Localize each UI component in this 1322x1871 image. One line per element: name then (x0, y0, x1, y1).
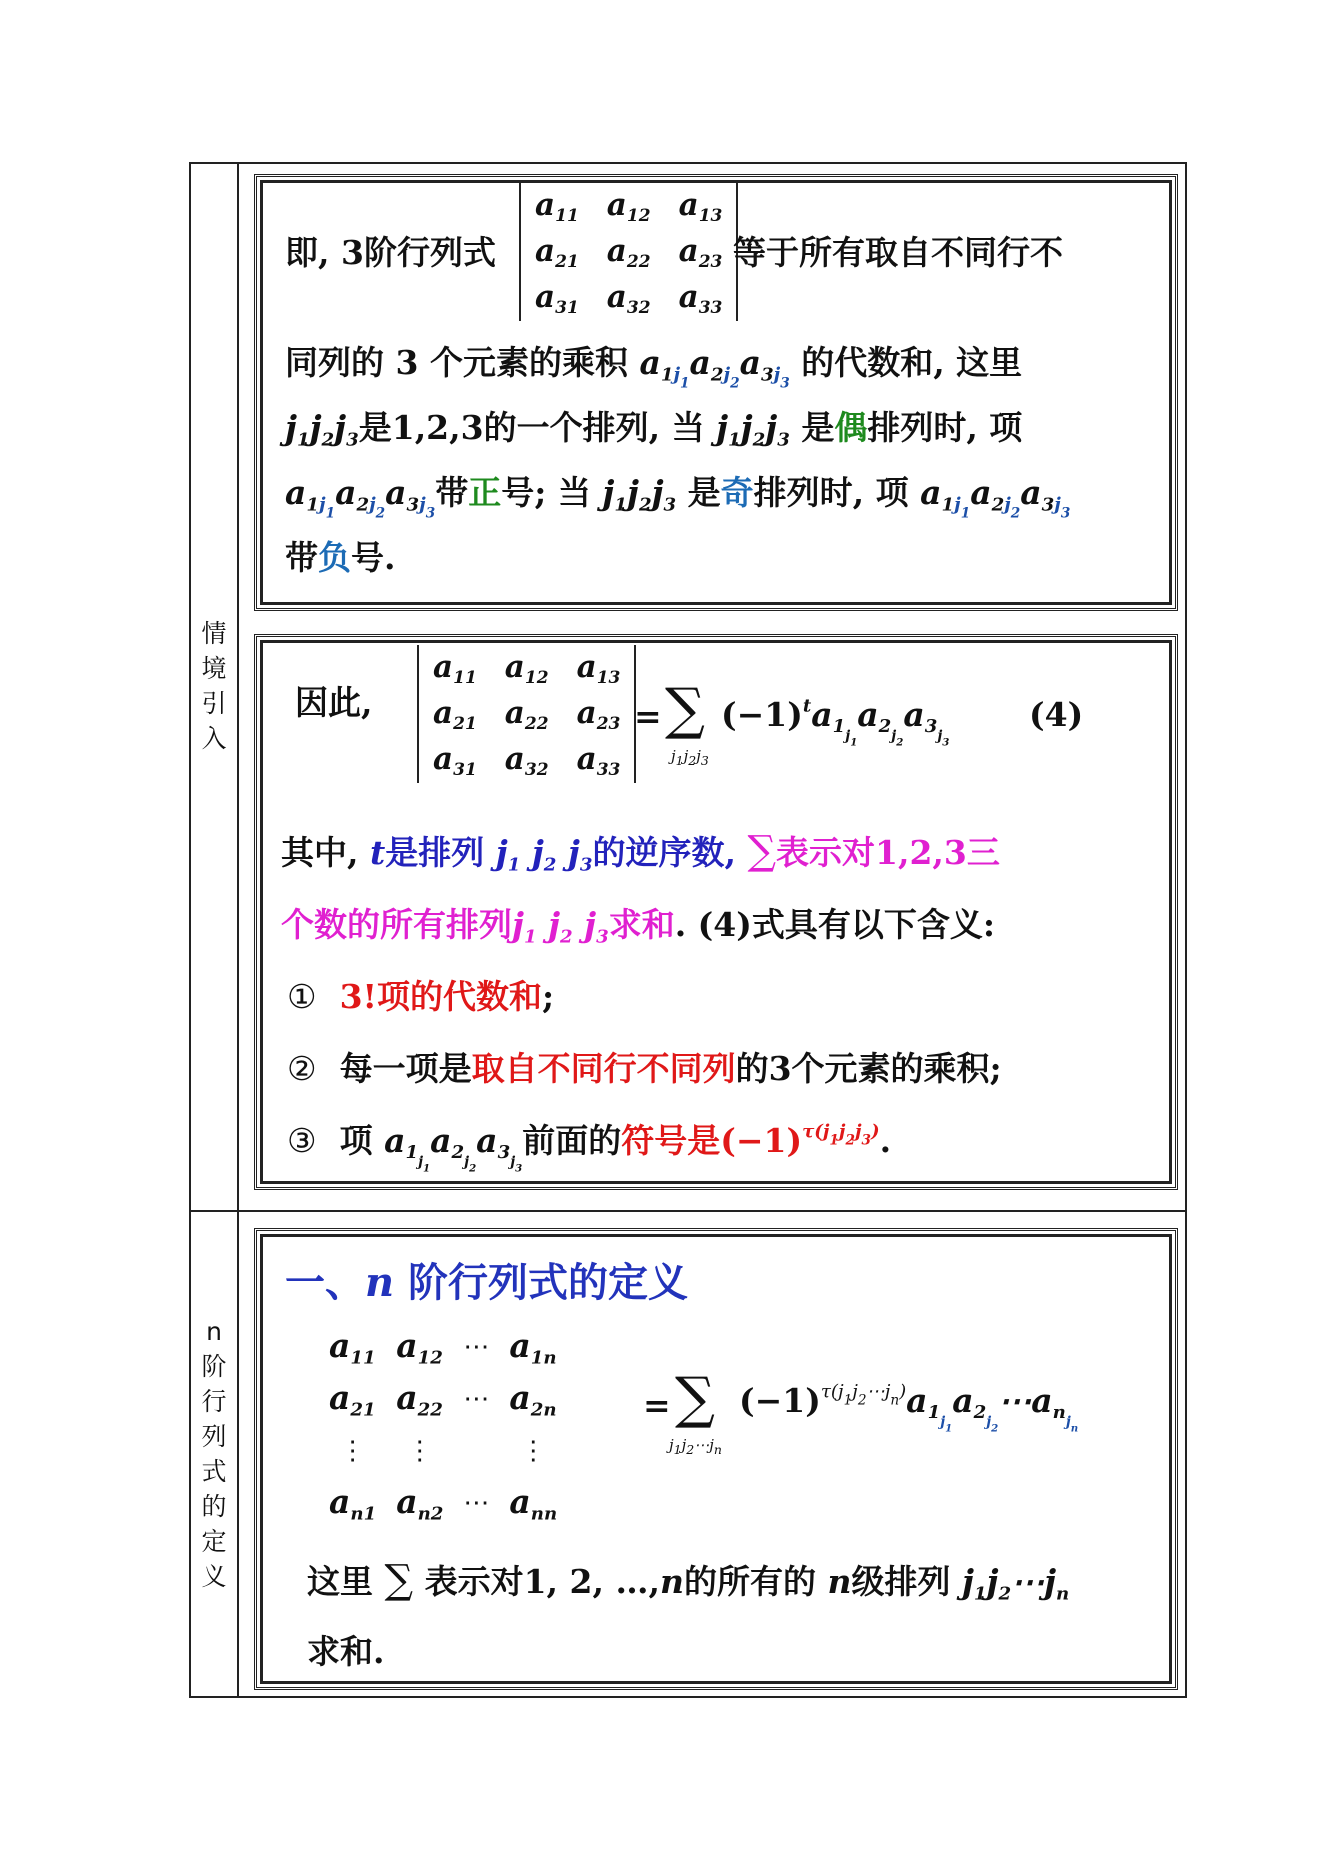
negative-word: 负 (318, 538, 351, 577)
box3-line2: 求和. (307, 1632, 385, 1671)
equals-sign: = (634, 697, 662, 736)
therefore-label: 因此, (295, 683, 373, 722)
sum-term-n: $(-1)^{\tau(j_1j_2\cdots j_n)}a_{1_{j_1}}a_{2_{j_2}}\cdots a_{n_{j_n}}$ (739, 1381, 1079, 1435)
box2-line2: 其中, t是排列 $j_1$ $j_2$ $j_3$的逆序数, ∑表示对1,2,3三 (281, 828, 1000, 876)
sum-index: $j_1j_2j_3$ (671, 747, 709, 768)
box-third-order-explanation (254, 174, 1178, 611)
box1-line5: 带负号. (285, 538, 396, 577)
det-n-matrix: $a_{11}$ $a_{12}$ ⋯ $a_{1n}$ $a_{21}$ $a_{22}$ ⋯ $a_{2n}$ ⋮ ⋮ ⋮ $a_{n1}$ $a_{n2}$ ⋯ $a_{nn}$ (329, 1325, 558, 1525)
sum-symbol-inline-n: ∑ (384, 1557, 414, 1603)
row-divider (191, 1210, 1185, 1212)
meaning-item-3: ③ 项 $a_{1_{j_1}}a_{2_{j_2}}a_{3_{j_3}}$前面的符号是$(-1)^{\tau(j_1j_2j_3)}$. (287, 1121, 892, 1175)
sidebar-label-definition: n 阶 行 列 式 的 定 义 (201, 1317, 227, 1591)
box-n-order-definition (254, 1228, 1178, 1690)
equation-number: (4) (1029, 695, 1084, 734)
box1-line1-prefix: 即, 3阶行列式 (285, 233, 496, 272)
box1-line1-suffix: 等于所有取自不同行不 (733, 233, 1063, 272)
box1-line2: 同列的 3 个元素的乘积 $a_{1j_1}a_{2j_2}a_{3j_3}$ 的代数和, 这里 (285, 343, 1023, 392)
sum-symbol-inline: ∑ (747, 828, 777, 874)
definition-table (189, 162, 1187, 1698)
inversion-variable: t (370, 833, 386, 872)
section-heading: 一、n 阶行列式的定义 (285, 1259, 689, 1306)
sum-symbol-n: ∑ (675, 1366, 715, 1431)
sum-term: $(-1)^ta_{1_{j_1}}a_{2_{j_2}}a_{3_{j_3}}$ (721, 695, 950, 749)
equals-sign-n: = (643, 1386, 671, 1425)
positive-word: 正 (468, 473, 502, 512)
sum-index-n: $j_1j_2\cdots j_n$ (669, 1436, 722, 1457)
box1-line3: $j_1j_2j_3$是1,2,3的一个排列, 当 $j_1j_2j_3$ 是偶排列时, 项 (285, 408, 1023, 451)
sum-symbol: ∑ (665, 677, 705, 742)
det3-matrix-formula: $a_{11}$ $a_{12}$ $a_{13}$ $a_{21}$ $a_{22}$ $a_{23}$ $a_{31}$ $a_{32}$ $a_{33}$ (417, 645, 636, 783)
box2-line3: 个数的所有排列$j_1$ $j_2$ $j_3$求和. (4)式具有以下含义: (281, 905, 996, 948)
box3-line1: 这里 ∑ 表示对1, 2, …,n的所有的 n级排列 $j_1j_2\cdots j_n$ (307, 1557, 1070, 1605)
meaning-item-1: ① 3!项的代数和; (287, 977, 555, 1016)
sidebar-label-context: 情 境 引 入 (201, 619, 227, 753)
product-a1j1a2j2a3j3: $a_{1j_1}a_{2j_2}a_{3j_3}$ (639, 343, 790, 392)
meaning-item-2: ② 每一项是取自不同行不同列的3个元素的乘积; (287, 1049, 1002, 1088)
box1-line4: $a_{1j_1}a_{2j_2}a_{3j_3}$带正号; 当 $j_1j_2j_3$ 是奇排列时, 项 $a_{1j_1}a_{2j_2}a_{3j_3}$ (285, 473, 1071, 522)
box-formula-four (254, 634, 1178, 1190)
det3-matrix: $a_{11}$ $a_{12}$ $a_{13}$ $a_{21}$ $a_{22}$ $a_{23}$ $a_{31}$ $a_{32}$ $a_{33}$ (519, 183, 738, 321)
even-word: 偶 (834, 408, 868, 447)
sign-expression: $(-1)^{\tau(j_1j_2j_3)}$ (720, 1121, 880, 1160)
odd-word: 奇 (720, 473, 754, 512)
column-divider (237, 164, 239, 1696)
